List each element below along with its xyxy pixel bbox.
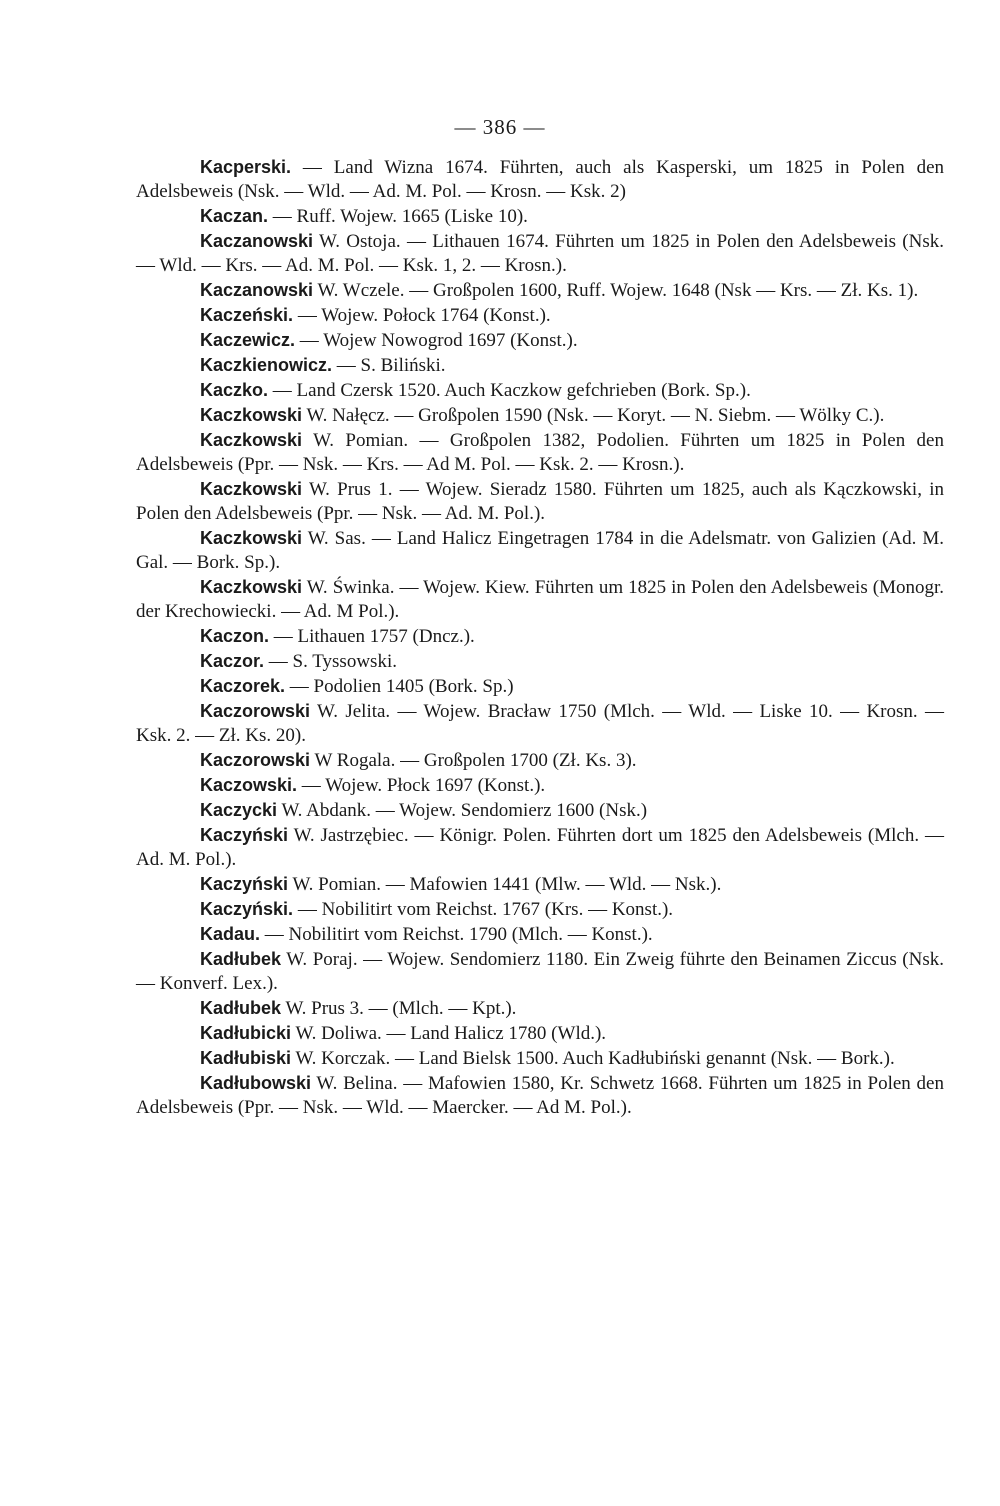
entry-name: Kadłubek [200, 949, 282, 969]
entry [136, 798, 944, 823]
entry-text: W. Sas. — Land Halicz Eingetragen 1784 in die Adelsmatr. von Galizien (Ad. M. Gal. — Bork. Sp.). [136, 528, 944, 573]
entry-name: Kaczon. [200, 626, 270, 646]
entry-name: Kadau. [200, 924, 261, 944]
entry-text: W. Ostoja. — Lithauen 1674. Führten um 1825 in Polen den Adelsbeweis (Nsk. — Wld. — Krs. — Ad. M. Pol. — Ksk. 1, 2. — Krosn.). [136, 231, 944, 276]
entry-text: W Rogala. — Großpolen 1700 (Zł. Ks. 3). [310, 750, 637, 771]
entry-name: Kadłubowski [200, 1073, 312, 1093]
entry-name: Kaczor. [200, 651, 265, 671]
entry-name: Kadłubicki [200, 1023, 292, 1043]
entry [136, 1071, 944, 1120]
entry-text: W. Doliwa. — Land Halicz 1780 (Wld.). [291, 1023, 607, 1044]
entry-text: W. Pomian. — Großpolen 1382, Podolien. Führten um 1825 in Polen den Adelsbeweis (Ppr. — Nsk. — Krs. — Ad M. Pol. — Ksk. 2. — Krosn.). [136, 430, 944, 475]
entry-name: Kaczorowski [200, 750, 311, 770]
page-number: — 386 — [454, 115, 546, 139]
entry-name: Kaczewicz. [200, 330, 296, 350]
entry-name: Kaczkowski [200, 577, 303, 597]
entry-text: W. Jelita. — Wojew. Bracław 1750 (Mlch. — Wld. — Liske 10. — Krosn. — Ksk. 2. — Zł. Ks. 20). [136, 701, 944, 746]
entry [136, 204, 944, 229]
entry-text: — Wojew. Połock 1764 (Konst.). [293, 305, 551, 326]
entry-text: W. Prus 3. — (Mlch. — Kpt.). [281, 998, 517, 1019]
entry-name: Kaczko. [200, 380, 269, 400]
entry-text: — Wojew Nowogrod 1697 (Konst.). [295, 330, 578, 351]
entry-text: — Ruff. Wojew. 1665 (Liske 10). [268, 206, 528, 227]
entry-name: Kaczowski. [200, 775, 298, 795]
entry [136, 773, 944, 798]
entry-name: Kaczkowski [200, 430, 303, 450]
entry-text: — S. Tyssowski. [264, 651, 397, 672]
entry [136, 748, 944, 773]
entry-text: — S. Biliński. [332, 355, 446, 376]
entry-name: Kaczkienowicz. [200, 355, 333, 375]
entry [136, 403, 944, 428]
entry [136, 996, 944, 1021]
entry-name: Kaczkowski [200, 405, 303, 425]
entry-text: — Podolien 1405 (Bork. Sp.) [285, 676, 514, 697]
entry [136, 278, 944, 303]
entry [136, 428, 944, 477]
entry [136, 897, 944, 922]
entry [136, 526, 944, 575]
entry [136, 378, 944, 403]
entry [136, 922, 944, 947]
entry [136, 649, 944, 674]
entry-text: W. Jastrzębiec. — Königr. Polen. Führten dort um 1825 den Adelsbeweis (Mlch. — Ad. M. Pol.). [136, 825, 944, 870]
entry-text: — Wojew. Płock 1697 (Konst.). [297, 775, 546, 796]
entry-text: — Land Czersk 1520. Auch Kaczkow gefchrieben (Bork. Sp.). [268, 380, 751, 401]
entry-text: W. Nałęcz. — Großpolen 1590 (Nsk. — Koryt. — N. Siebm. — Wölky C.). [302, 405, 885, 426]
entry-text: W. Poraj. — Wojew. Sendomierz 1180. Ein Zweig führte den Beinamen Ziccus (Nsk. — Konverf. Lex.). [136, 949, 944, 994]
entry-name: Kaczorek. [200, 676, 286, 696]
entry [136, 674, 944, 699]
entry [136, 155, 944, 204]
entry [136, 872, 944, 897]
entry [136, 699, 944, 748]
entry-name: Kaczanowski [200, 280, 314, 300]
entry-name: Kaczyński [200, 825, 289, 845]
entry-text: W. Prus 1. — Wojew. Sieradz 1580. Führten um 1825, auch als Kączkowski, in Polen den Adelsbeweis (Ppr. — Nsk. — Ad. M. Pol.). [136, 479, 944, 524]
entry-name: Kadłubek [200, 998, 282, 1018]
entry-name: Kaczyński. [200, 899, 294, 919]
entry-text: W. Belina. — Mafowien 1580, Kr. Schwetz 1668. Führten um 1825 in Polen den Adelsbeweis (Ppr. — Nsk. — Wld. — Maercker. — Ad M. Pol.). [136, 1073, 944, 1118]
entry-list [136, 155, 944, 1120]
entry [136, 1021, 944, 1046]
entry-name: Kacperski. [200, 157, 292, 177]
entry-text: W. Świnka. — Wojew. Kiew. Führten um 1825 in Polen den Adelsbeweis (Monogr. der Krechowiecki. — Ad. M Pol.). [136, 577, 944, 622]
entry-text: — Lithauen 1757 (Dncz.). [269, 626, 475, 647]
entry-name: Kaczkowski [200, 528, 303, 548]
entry [136, 328, 944, 353]
entry-name: Kaczanowski [200, 231, 314, 251]
entry-name: Kaczeński. [200, 305, 294, 325]
entry-text: — Land Wizna 1674. Führten, auch als Kasperski, um 1825 in Polen den Adelsbeweis (Nsk. — Wld. — Ad. M. Pol. — Krosn. — Ksk. 2) [136, 157, 944, 202]
entry-name: Kaczkowski [200, 479, 303, 499]
entry [136, 229, 944, 278]
entry [136, 1046, 944, 1071]
entry [136, 575, 944, 624]
entry-text: — Nobilitirt vom Reichst. 1790 (Mlch. — Konst.). [260, 924, 653, 945]
entry [136, 823, 944, 872]
entry-name: Kaczan. [200, 206, 269, 226]
entry-name: Kadłubiski [200, 1048, 292, 1068]
entry [136, 303, 944, 328]
entry-text: W. Abdank. — Wojew. Sendomierz 1600 (Nsk.) [277, 800, 648, 821]
entry [136, 477, 944, 526]
entry-text: — Nobilitirt vom Reichst. 1767 (Krs. — Konst.). [293, 899, 674, 920]
entry-text: W. Korczak. — Land Bielsk 1500. Auch Kadłubiński genannt (Nsk. — Bork.). [291, 1048, 895, 1069]
entry [136, 947, 944, 996]
entry [136, 353, 944, 378]
entry-text: W. Wczele. — Großpolen 1600, Ruff. Wojew. 1648 (Nsk — Krs. — Zł. Ks. 1). [313, 280, 919, 301]
entry-text: W. Pomian. — Mafowien 1441 (Mlw. — Wld. — Nsk.). [288, 874, 722, 895]
entry-name: Kaczyński [200, 874, 289, 894]
entry [136, 624, 944, 649]
entry-name: Kaczycki [200, 800, 278, 820]
entry-name: Kaczorowski [200, 701, 311, 721]
